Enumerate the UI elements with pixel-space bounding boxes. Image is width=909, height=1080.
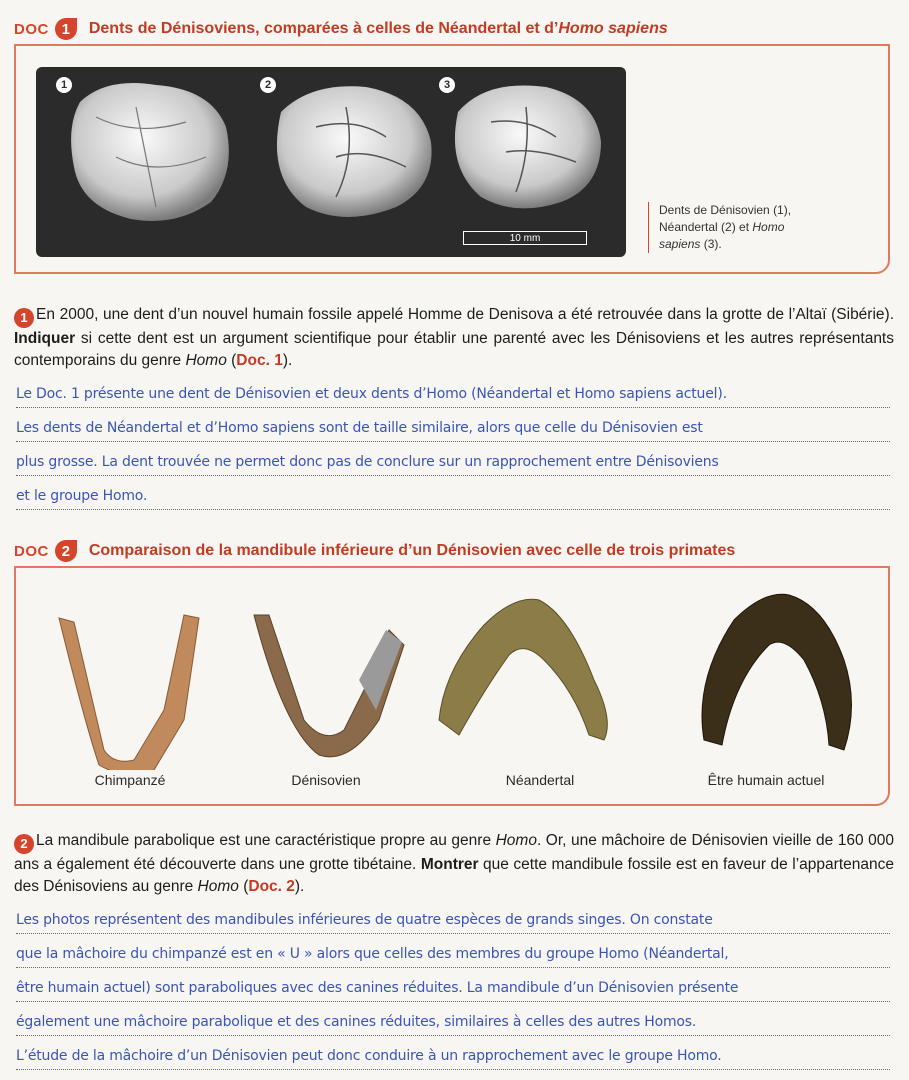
answer2-line-2: que la mâchoire du chimpanzé est en « U » alors que celles des membres du groupe Homo (Néandertal, <box>16 944 890 968</box>
tooth-badge-2: 2 <box>260 77 276 93</box>
label-chimpanzee: Chimpanzé <box>94 772 166 788</box>
teeth-photo <box>36 67 626 257</box>
doc2-title: Comparaison de la mandibule inférieure d’un Dénisovien avec celle de trois primates <box>88 542 736 559</box>
doc2-number: 2 <box>55 540 77 562</box>
mandible-neandertal <box>439 599 607 740</box>
tooth-badge-1: 1 <box>56 77 72 93</box>
answer2-line-5: L’étude de la mâchoire d’un Dénisovien peut donc conduire à un rapprochement avec le groupe Homo. <box>16 1046 890 1070</box>
answer1-line-4: et le groupe Homo. <box>16 486 890 510</box>
doc1-label: DOC <box>14 20 49 38</box>
tooth-badge-3: 3 <box>439 77 455 93</box>
answer1-line-2: Les dents de Néandertal et d’Homo sapiens sont de taille similaire, alors que celle du Dénisovien est <box>16 418 890 442</box>
answer2-line-3: être humain actuel) sont paraboliques avec des canines réduites. La mandibule d’un Dénisovien présente <box>16 978 890 1002</box>
mandibles-illustration <box>14 570 890 770</box>
answer1-line-3: plus grosse. La dent trouvée ne permet donc pas de conclure sur un rapprochement entre Dénisoviens <box>16 452 890 476</box>
question-1: 1 En 2000, une dent d’un nouvel humain fossile appelé Homme de Denisova a été retrouvée dans la grotte de l’Altaï (Sibérie). Indiquer si cette dent est un argument scientifique pour établir une parenté avec les Dénisoviens et les autres représentants contemporains du genre Homo (Doc. 1). <box>14 306 894 369</box>
tooth-denisovan <box>71 83 229 221</box>
teeth-illustration <box>36 67 626 257</box>
tooth-neandertal <box>277 86 432 217</box>
label-denisovan: Dénisovien <box>291 772 361 788</box>
doc1-caption: Dents de Dénisovien (1), Néandertal (2) et Homo sapiens (3). <box>648 202 828 253</box>
tooth-sapiens <box>455 85 601 208</box>
answer2-line-1: Les photos représentent des mandibules inférieures de quatre espèces de grands singes. On constate <box>16 910 890 934</box>
doc2-header <box>14 540 735 562</box>
answer2-line-4: également une mâchoire parabolique et des canines réduites, similaires à celles des autres Homos. <box>16 1012 890 1036</box>
answer1-line-1: Le Doc. 1 présente une dent de Dénisovien et deux dents d’Homo (Néandertal et Homo sapiens actuel). <box>16 384 890 408</box>
question-2: 2 La mandibule parabolique est une caractéristique propre au genre Homo. Or, une mâchoire de Dénisovien vieille de 160 000 ans a également été découverte dans une grotte tibétaine. Montrer que cette mandibule fossile est en faveur de l’appartenance des Dénisoviens au genre Homo (Doc. 2). <box>14 832 894 895</box>
doc1-title: Dents de Dénisoviens, comparées à celles de Néandertal et d’Homo sapiens <box>88 20 668 37</box>
doc1-number: 1 <box>55 18 77 40</box>
mandible-chimpanzee <box>59 615 199 770</box>
doc2-label: DOC <box>14 542 49 560</box>
question-1-number: 1 <box>14 308 34 328</box>
scale-bar: 10 mm <box>463 231 587 245</box>
question-2-number: 2 <box>14 834 34 854</box>
doc1-header <box>14 18 668 40</box>
label-modern-human: Être humain actuel <box>707 772 825 788</box>
mandible-modern-human <box>702 594 852 750</box>
label-neandertal: Néandertal <box>505 772 575 788</box>
